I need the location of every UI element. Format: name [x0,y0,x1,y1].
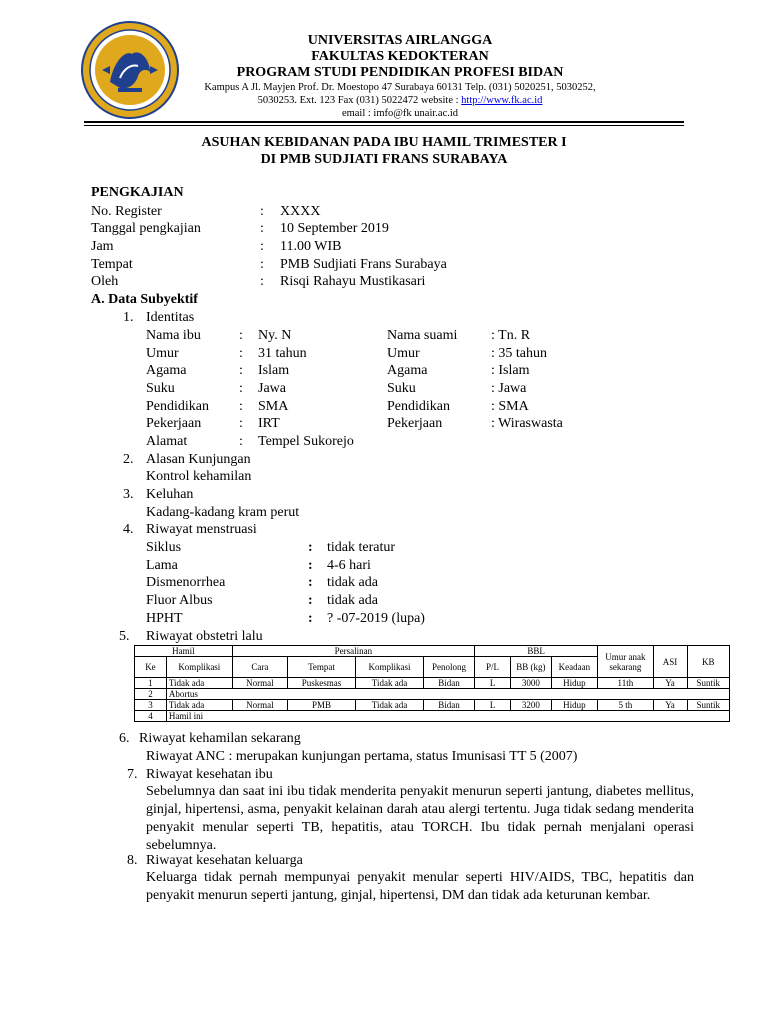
item-number: 2. [123,452,134,467]
pengkajian-label: No. Register [91,204,162,219]
identitas-value: : Tn. R [491,328,531,343]
item-number: 7. [127,767,138,782]
identitas-sep: : [239,363,243,378]
column-header: Ke [135,657,167,678]
keluhan-title: Keluhan [146,487,194,502]
table-cell: 2 [135,689,167,700]
pengkajian-value: Risqi Rahayu Mustikasari [280,274,426,289]
table-cell: Hidup [551,678,598,689]
menstruasi-sep: : [308,575,313,590]
table-cell: Tidak ada [356,700,424,711]
section-a-heading: A. Data Subyektif [91,292,198,307]
table-cell: Bidan [424,678,475,689]
menstruasi-label: Fluor Albus [146,593,213,608]
item-number: 8. [127,853,138,868]
table-cell: L [475,678,511,689]
column-header: Komplikasi [356,657,424,678]
pengkajian-value: 10 September 2019 [280,221,389,236]
pengkajian-value: 11.00 WIB [280,239,342,254]
menstruasi-title: Riwayat menstruasi [146,522,257,537]
pengkajian-sep: : [260,239,264,254]
table-cell: 3200 [511,700,551,711]
menstruasi-label: Lama [146,558,178,573]
identitas-label: Suku [146,381,175,396]
table-cell: Bidan [424,700,475,711]
identitas-value: : 35 tahun [491,346,547,361]
header-asi: ASI [653,646,687,678]
identitas-value: : Jawa [491,381,527,396]
table-cell: Abortus [166,689,729,700]
header-kb: KB [687,646,730,678]
kesehatan-keluarga-title: Riwayat kesehatan keluarga [146,853,303,868]
table-cell: Ya [653,700,687,711]
identitas-label: Pekerjaan [387,416,443,431]
table-cell: Tidak ada [166,678,232,689]
table-cell: 11th [598,678,653,689]
identitas-sep: : [239,381,243,396]
column-header: Keadaan [551,657,598,678]
table-cell: Ya [653,678,687,689]
pengkajian-label: Tanggal pengkajian [91,221,201,236]
item-number: 5. [119,629,130,644]
identitas-value: : Islam [491,363,530,378]
pengkajian-value: XXXX [280,204,321,219]
header-hamil: Hamil [135,646,233,657]
identitas-label: Agama [387,363,428,378]
website-link[interactable]: http://www.fk.ac.id [461,95,543,106]
identitas-sep: : [239,434,243,449]
document-title-1: ASUHAN KEBIDANAN PADA IBU HAMIL TRIMESTER I [201,135,567,150]
column-header: BB (kg) [511,657,551,678]
university-logo-icon [80,20,180,120]
university-name: UNIVERSITAS AIRLANGGA [307,33,493,48]
identitas-value: : SMA [491,399,529,414]
identitas-label: Umur [146,346,179,361]
identitas-label: Nama ibu [146,328,201,343]
pengkajian-sep: : [260,257,264,272]
kehamilan-text: Riwayat ANC : merupakan kunjungan pertama, status Imunisasi TT 5 (2007) [146,749,578,764]
table-cell: Tidak ada [356,678,424,689]
faculty-name: FAKULTAS KEDOKTERAN [311,49,489,64]
table-cell: 5 th [598,700,653,711]
document-title-2: DI PMB SUDJIATI FRANS SURABAYA [260,152,508,167]
item-number: 1. [123,310,134,325]
table-row [135,711,730,722]
menstruasi-sep: : [308,611,313,626]
identitas-sep: : [239,328,243,343]
identitas-sep: : [239,416,243,431]
item-number: 6. [119,731,130,746]
identitas-title: Identitas [146,310,195,325]
header-rule-thin [84,125,684,126]
identitas-value: : Wiraswasta [491,416,563,431]
identitas-value: 31 tahun [258,346,307,361]
identitas-sep: : [239,399,243,414]
identitas-label: Suku [387,381,416,396]
table-cell: L [475,700,511,711]
kesehatan-ibu-text: Sebelumnya dan saat ini ibu tidak menderita penyakit menurun seperti jantung, diabetes mellitus, ginjal, hipertensi, asma, penyakit kelainan darah atau alergi tertentu. Juga tidak sedang menderita penyakit menular seperti TB, hepatitis, atau TORCH. Ibu tidak pernah menjalani operasi sebelumnya. [146,784,694,853]
pengkajian-value: PMB Sudjiati Frans Surabaya [280,257,447,272]
header-umur-anak: Umur anak sekarang [598,646,653,678]
address-line-1: Kampus A Jl. Mayjen Prof. Dr. Moestopo 47 Surabaya 60131 Telp. (031) 5020251, 5030252, [204,82,596,93]
pengkajian-sep: : [260,221,264,236]
identitas-sep: : [239,346,243,361]
column-header: Komplikasi [166,657,232,678]
identitas-label: Umur [387,346,420,361]
menstruasi-value: ? -07-2019 (lupa) [327,611,425,626]
identitas-value: SMA [258,399,289,414]
pengkajian-sep: : [260,204,264,219]
email-line: email : imfo@fk unair.ac.id [341,108,459,119]
header-persalinan: Persalinan [232,646,474,657]
identitas-label: Pendidikan [146,399,209,414]
table-cell: PMB [288,700,356,711]
table-cell: Normal [232,678,287,689]
kehamilan-title: Riwayat kehamilan sekarang [139,731,301,746]
table-cell: 1 [135,678,167,689]
column-header: Tempat [288,657,356,678]
table-cell: Suntik [687,678,730,689]
identitas-label: Agama [146,363,187,378]
table-row [135,678,730,689]
table-cell: Puskesmas [288,678,356,689]
obstetri-table [134,645,730,722]
identitas-label: Alamat [146,434,188,449]
table-row [135,689,730,700]
identitas-value: Tempel Sukorejo [258,434,354,449]
menstruasi-value: tidak ada [327,575,378,590]
pengkajian-heading: PENGKAJIAN [91,185,184,200]
table-cell: Suntik [687,700,730,711]
table-cell: Normal [232,700,287,711]
identitas-value: Islam [258,363,290,378]
column-header: Penolong [424,657,475,678]
keluhan-text: Kadang-kadang kram perut [146,505,300,520]
table-cell: 4 [135,711,167,722]
menstruasi-sep: : [308,558,313,573]
identitas-value: IRT [258,416,280,431]
item-number: 3. [123,487,134,502]
kesehatan-keluarga-text: Keluarga tidak pernah mempunyai penyakit menular seperti HIV/AIDS, TBC, hepatitis dan penyakit menurun seperti jantung, ginjal, hipertensi, DM dan tidak ada keturunan kembar. [146,870,694,903]
address-line-2 [180,94,620,107]
column-header: P/L [475,657,511,678]
pengkajian-label: Tempat [91,257,133,272]
menstruasi-label: HPHT [146,611,183,626]
identitas-value: Ny. N [258,328,292,343]
kesehatan-ibu-title: Riwayat kesehatan ibu [146,767,273,782]
table-row [135,700,730,711]
column-header: Cara [232,657,287,678]
obstetri-title: Riwayat obstetri lalu [146,629,263,644]
header-rule-thick [84,121,684,123]
alasan-title: Alasan Kunjungan [146,452,251,467]
menstruasi-value: 4-6 hari [327,558,371,573]
table-cell: Hidup [551,700,598,711]
identitas-label: Pendidikan [387,399,450,414]
pengkajian-label: Jam [91,239,114,254]
menstruasi-value: tidak teratur [327,540,396,555]
address-text: 5030253. Ext. 123 Fax (031) 5022472 website : [257,95,462,106]
header-bbl: BBL [475,646,598,657]
menstruasi-sep: : [308,540,313,555]
program-name: PROGRAM STUDI PENDIDIKAN PROFESI BIDAN [236,65,564,80]
menstruasi-value: tidak ada [327,593,378,608]
pengkajian-label: Oleh [91,274,119,289]
table-cell: Hamil ini [166,711,729,722]
item-number: 4. [123,522,134,537]
menstruasi-label: Siklus [146,540,182,555]
identitas-label: Nama suami [387,328,458,343]
table-cell: 3 [135,700,167,711]
identitas-value: Jawa [258,381,286,396]
pengkajian-sep: : [260,274,264,289]
table-cell: Tidak ada [166,700,232,711]
menstruasi-sep: : [308,593,313,608]
identitas-label: Pekerjaan [146,416,202,431]
table-header-row [135,646,730,657]
table-cell: 3000 [511,678,551,689]
alasan-text: Kontrol kehamilan [146,469,252,484]
menstruasi-label: Dismenorrhea [146,575,226,590]
